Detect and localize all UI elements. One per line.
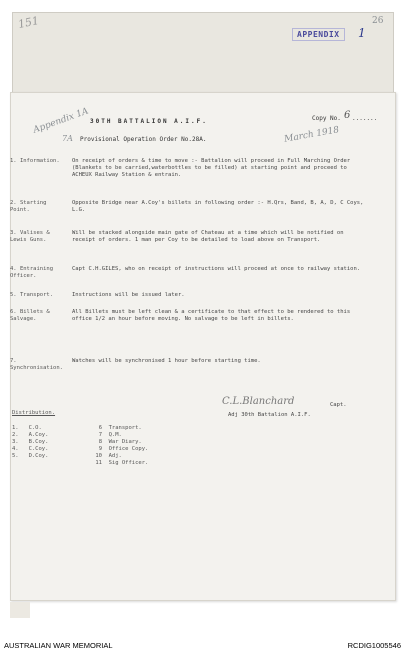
page-number: 26 <box>372 16 384 26</box>
date-handwritten: March 1918 <box>283 125 340 145</box>
section-1-label: 1. Information. <box>10 158 60 164</box>
footer-left: AUSTRALIAN WAR MEMORIAL <box>4 641 113 650</box>
distribution-item: 5. D.Coy. <box>12 453 49 459</box>
section-2-text: Opposite Bridge near A.Coy's billets in following order :- H.Qrs, Band, B, A, D, C Coys, L.G. <box>72 200 364 213</box>
distribution-item: 4. C.Coy. <box>12 446 49 452</box>
distribution-item: 3. B.Coy. <box>12 439 49 445</box>
section-5-label: 5. Transport. <box>10 292 54 298</box>
distribution-left-list <box>12 425 48 460</box>
signature-rank: Capt. <box>330 402 347 408</box>
section-6-text: All Billets must be left clean & a certificate to that effect to be rendered to this office 1/2 an hour before moving. No salvage to be left in billets. <box>72 309 351 322</box>
section-4-label: 4. Entraining Officer. <box>10 266 54 279</box>
distribution-item: 6 Transport. <box>98 425 142 431</box>
distribution-title: Distribution. <box>12 410 56 416</box>
distribution-item: 1. C.O. <box>12 425 42 431</box>
margin-note: Appendix 1A <box>32 106 90 136</box>
distribution-right-list <box>90 425 148 467</box>
distribution-item: 11 Sig Officer. <box>95 460 149 466</box>
section-2-label: 2. Starting Point. <box>10 200 47 213</box>
distribution-item: 2. A.Coy. <box>12 432 49 438</box>
distribution-item: 10 Adj. <box>95 453 122 459</box>
signature-title: Adj 30th Battalion A.I.F. <box>228 412 311 418</box>
signature: C.L.Blanchard <box>222 396 295 407</box>
distribution-item: 8 War Diary. <box>98 439 142 445</box>
section-3-text: Will be stacked alongside main gate of Chateau at a time which will be notified on receipt of orders. 1 man per Coy to be detailed to load above on Transport. <box>72 230 344 243</box>
section-7-text: Watches will be synchronised 1 hour before starting time. <box>72 358 261 364</box>
section-4-text: Capt C.H.GILES, who on receipt of instructions will proceed at once to railway station. <box>72 266 361 272</box>
copy-dots: ....... <box>352 115 378 122</box>
section-1-text: On receipt of orders & time to move :- Battalion will proceed in Full Marching Order (Blankets to be carried,waterbottles to be filled) at starting point and proceed to ACHEUX Railway Station & entrain. <box>72 158 351 178</box>
section-3-label: 3. Valises & Lewis Guns. <box>10 230 50 243</box>
distribution-item: 7 Q.M. <box>98 432 122 438</box>
document-title: Provisional Operation Order No.28A. <box>80 136 207 143</box>
section-5-text: Instructions will be issued later. <box>72 292 185 298</box>
footer-right: RCDIG1005546 <box>347 641 401 650</box>
document-header: 30TH BATTALION A.I.F. <box>90 118 208 125</box>
folio-number: 151 <box>16 13 41 32</box>
copy-number: 6 <box>344 110 351 121</box>
paper-tab <box>10 602 30 618</box>
appendix-handwritten-number: 1 <box>358 26 366 40</box>
copy-label: Copy No. <box>312 115 341 122</box>
section-7-label: 7. Synchronisation. <box>10 358 63 371</box>
margin-note-small: 7A <box>62 134 73 143</box>
appendix-stamp <box>292 28 345 41</box>
appendix-stamp-text: APPENDIX <box>297 30 340 39</box>
section-6-label: 6. Billets & Salvage. <box>10 309 50 322</box>
distribution-item: 9 Office Copy. <box>98 446 149 452</box>
